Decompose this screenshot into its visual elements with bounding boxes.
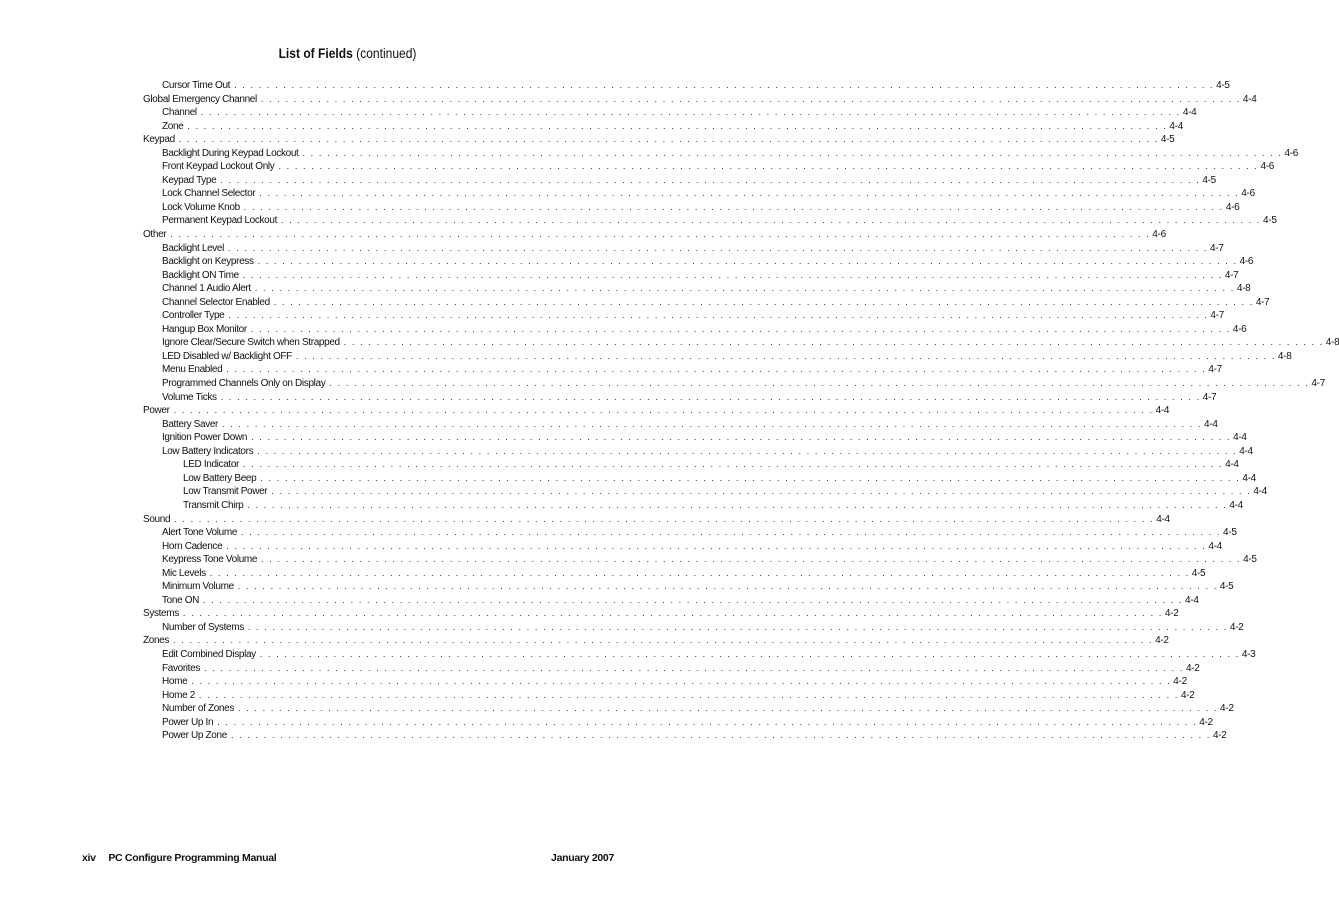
toc-leader-dots: . . . . . . . . . . . . . . . . . . . . . . . . . . . . . . . . . . . . . . . . . . . . . . . . . . . . . . . . . . . . . . . . . . . . . . . . . . . . . . . . . . . . . . . . . . . . . . . . . . . . . . . . . . . . . . . . . . . . . . . . (238, 703, 1219, 714)
toc-entry-page: 4-2 (1199, 716, 1213, 728)
toc-entry (143, 377, 1325, 391)
field-list (143, 79, 1339, 743)
toc-entry-label: Low Battery Indicators (162, 445, 254, 457)
toc-entry (143, 418, 1218, 432)
toc-entry-label: Number of Zones (162, 703, 235, 715)
toc-entry-page: 4-7 (1255, 296, 1270, 308)
toc-entry-page: 4-4 (1204, 418, 1218, 430)
toc-entry-label: Cursor Time Out (162, 80, 231, 91)
toc-entry-label: Other (143, 229, 167, 241)
toc-entry-page: 4-2 (1180, 689, 1195, 701)
toc-leader-dots: . . . . . . . . . . . . . . . . . . . . . . . . . . . . . . . . . . . . . . . . . . . . . . . . . . . . . . . . . . . . . . . . . . . . . . . . . . . . . . . . . . . . . . . . . . . . . . . . . . . . . . . . . . . . . . . . . . . . . . . . (173, 635, 1154, 646)
toc-entry-page: 4-4 (1156, 513, 1170, 525)
toc-entry-label: Lock Volume Knob (162, 201, 240, 213)
toc-entry-label: Low Battery Beep (183, 472, 257, 484)
toc-entry (143, 702, 1234, 716)
toc-entry (143, 567, 1206, 581)
toc-entry-page: 4-2 (1164, 608, 1179, 620)
toc-leader-dots: . . . . . . . . . . . . . . . . . . . . . . . . . . . . . . . . . . . . . . . . . . . . . . . . . . . . . . . . . . . . . . . . . . . . . . . . . . . . . . . . . . . . . . . . . . . . . . . . . . . . . . . . . . . . . . . . . . . . . . . . (247, 621, 1228, 632)
toc-leader-dots: . . . . . . . . . . . . . . . . . . . . . . . . . . . . . . . . . . . . . . . . . . . . . . . . . . . . . . . . . . . . . . . . . . . . . . . . . . . . . . . . . . . . . . . . . . . . . . . . . . . . . . . . . . . . . . . . . . . . . . . . (187, 120, 1168, 131)
toc-entry (143, 458, 1239, 472)
toc-entry (143, 621, 1244, 635)
toc-leader-dots: . . . . . . . . . . . . . . . . . . . . . . . . . . . . . . . . . . . . . . . . . . . . . . . . . . . . . . . . . . . . . . . . . . . . . . . . . . . . . . . . . . . . . . . . . . . . . . . . . . . . . . . . . . . . . . . . . . . . . . . . (251, 432, 1232, 443)
toc-entry-label: Keypad Type (162, 174, 217, 186)
footer-page-number: xiv (82, 852, 96, 864)
toc-entry-label: Low Transmit Power (183, 486, 268, 498)
toc-entry-label: Backlight Level (162, 242, 225, 254)
toc-leader-dots: . . . . . . . . . . . . . . . . . . . . . . . . . . . . . . . . . . . . . . . . . . . . . . . . . . . . . . . . . . . . . . . . . . . . . . . . . . . . . . . . . . . . . . . . . . . . . . . . . . . . . . . . . . . . . . . . . . . . . . . . (198, 689, 1179, 700)
toc-entry (143, 634, 1169, 648)
toc-entry-page: 4-2 (1186, 662, 1200, 674)
toc-entry-label: Front Keypad Lockout Only (162, 161, 275, 173)
toc-leader-dots: . . . . . . . . . . . . . . . . . . . . . . . . . . . . . . . . . . . . . . . . . . . . . . . . . . . . . . . . . . . . . . . . . . . . . . . . . . . . . . . . . . . . . . . . . . . . . . . . . . . . . . . . . . . . . . . . . . . . . . . . (173, 405, 1154, 416)
toc-leader-dots: . . . . . . . . . . . . . . . . . . . . . . . . . . . . . . . . . . . . . . . . . . . . . . . . . . . . . . . . . . . . . . . . . . . . . . . . . . . . . . . . . . . . . . . . . . . . . . . . . . . . . . . . . . . . . . . . . . . . . . . . (295, 350, 1276, 361)
toc-entry-label: Battery Saver (162, 418, 219, 430)
toc-entry-page: 4-5 (1216, 80, 1230, 91)
page-title-continued: (continued) (356, 45, 417, 61)
toc-entry-page: 4-8 (1236, 283, 1251, 295)
toc-entry-label: Sound (143, 513, 171, 525)
toc-leader-dots: . . . . . . . . . . . . . . . . . . . . . . . . . . . . . . . . . . . . . . . . . . . . . . . . . . . . . . . . . . . . . . . . . . . . . . . . . . . . . . . . . . . . . . . . . . . . . . . . . . . . . . . . . . . . . . . . . . . . . . . . (243, 459, 1224, 470)
toc-leader-dots: . . . . . . . . . . . . . . . . . . . . . . . . . . . . . . . . . . . . . . . . . . . . . . . . . . . . . . . . . . . . . . . . . . . . . . . . . . . . . . . . . . . . . . . . . . . . . . . . . . . . . . . . . . . . . . . . . . . . . . . . (242, 269, 1223, 280)
toc-entry (143, 729, 1227, 743)
toc-entry-page: 4-4 (1233, 432, 1247, 444)
page-title-main: List of Fields (278, 45, 353, 61)
toc-entry-page: 4-6 (1241, 188, 1255, 200)
toc-entry-label: Home (162, 676, 188, 688)
toc-entry-page: 4-4 (1242, 93, 1257, 105)
toc-entry-label: Minimum Volume (162, 581, 234, 593)
toc-entry (143, 363, 1222, 377)
toc-entry-label: Power Up In (162, 716, 214, 728)
toc-entry-label: Backlight on Keypress (162, 256, 254, 268)
toc-entry (143, 160, 1275, 174)
toc-entry-page: 4-3 (1241, 648, 1256, 660)
toc-entry-label: Favorites (162, 662, 200, 674)
toc-entry (143, 499, 1243, 513)
toc-entry-page: 4-6 (1239, 256, 1254, 268)
toc-leader-dots: . . . . . . . . . . . . . . . . . . . . . . . . . . . . . . . . . . . . . . . . . . . . . . . . . . . . . . . . . . . . . . . . . . . . . . . . . . . . . . . . . . . . . . . . . . . . . . . . . . . . . . . . . . . . . . . . . . . . . . . . (220, 391, 1201, 402)
toc-leader-dots: . . . . . . . . . . . . . . . . . . . . . . . . . . . . . . . . . . . . . . . . . . . . . . . . . . . . . . . . . . . . . . . . . . . . . . . . . . . . . . . . . . . . . . . . . . . . . . . . . . . . . . . . . . . . . . . . . . . . . . . . (234, 80, 1215, 90)
toc-leader-dots: . . . . . . . . . . . . . . . . . . . . . . . . . . . . . . . . . . . . . . . . . . . . . . . . . . . . . . . . . . . . . . . . . . . . . . . . . . . . . . . . . . . . . . . . . . . . . . . . . . . . . . . . . . . . . . . . . . . . . . . . (243, 201, 1224, 212)
toc-leader-dots: . . . . . . . . . . . . . . . . . . . . . . . . . . . . . . . . . . . . . . . . . . . . . . . . . . . . . . . . . . . . . . . . . . . . . . . . . . . . . . . . . . . . . . . . . . . . . . . . . . . . . . . . . . . . . . . . . . . . . . . . (278, 161, 1259, 172)
toc-leader-dots: . . . . . . . . . . . . . . . . . . . . . . . . . . . . . . . . . . . . . . . . . . . . . . . . . . . . . . . . . . . . . . . . . . . . . . . . . . . . . . . . . . . . . . . . . . . . . . . . . . . . . . . . . . . . . . . . . . . . . . . . (228, 310, 1209, 321)
toc-leader-dots: . . . . . . . . . . . . . . . . . . . . . . . . . . . . . . . . . . . . . . . . . . . . . . . . . . . . . . . . . . . . . . . . . . . . . . . . . . . . . . . . . . . . . . . . . . . . . . . . . . . . . . . . . . . . . . . . . . . . . . . . (257, 445, 1238, 456)
toc-entry-page: 4-4 (1182, 107, 1197, 119)
toc-entry (143, 540, 1222, 554)
toc-entry-page: 4-8 (1277, 350, 1292, 362)
toc-entry-label: Lock Channel Selector (162, 188, 256, 200)
toc-leader-dots: . . . . . . . . . . . . . . . . . . . . . . . . . . . . . . . . . . . . . . . . . . . . . . . . . . . . . . . . . . . . . . . . . . . . . . . . . . . . . . . . . . . . . . . . . . . . . . . . . . . . . . . . . . . . . . . . . . . . . . . . (281, 215, 1262, 226)
toc-entry (143, 553, 1257, 567)
toc-entry-page: 4-7 (1208, 364, 1222, 376)
toc-leader-dots: . . . . . . . . . . . . . . . . . . . . . . . . . . . . . . . . . . . . . . . . . . . . . . . . . . . . . . . . . . . . . . . . . . . . . . . . . . . . . . . . . . . . . . . . . . . . . . . . . . . . . . . . . . . . . . . . . . . . . . . . (191, 676, 1172, 687)
toc-leader-dots: . . . . . . . . . . . . . . . . . . . . . . . . . . . . . . . . . . . . . . . . . . . . . . . . . . . . . . . . . . . . . . . . . . . . . . . . . . . . . . . . . . . . . . . . . . . . . . . . . . . . . . . . . . . . . . . . . . . . . . . . (220, 174, 1201, 185)
toc-entry-page: 4-6 (1260, 161, 1275, 173)
toc-leader-dots: . . . . . . . . . . . . . . . . . . . . . . . . . . . . . . . . . . . . . . . . . . . . . . . . . . . . . . . . . . . . . . . . . . . . . . . . . . . . . . . . . . . . . . . . . . . . . . . . . . . . . . . . . . . . . . . . . . . . . . . . (217, 716, 1198, 727)
toc-leader-dots: . . . . . . . . . . . . . . . . . . . . . . . . . . . . . . . . . . . . . . . . . . . . . . . . . . . . . . . . . . . . . . . . . . . . . . . . . . . . . . . . . . . . . . . . . . . . . . . . . . . . . . . . . . . . . . . . . . . . . . . . (250, 323, 1231, 334)
toc-entry (143, 269, 1239, 283)
toc-leader-dots: . . . . . . . . . . . . . . . . . . . . . . . . . . . . . . . . . . . . . . . . . . . . . . . . . . . . . . . . . . . . . . . . . . . . . . . . . . . . . . . . . . . . . . . . . . . . . . . . . . . . . . . . . . . . . . . . . . . . . . . . (271, 486, 1252, 497)
toc-entry (143, 214, 1277, 228)
toc-entry-label: Channel (162, 107, 197, 119)
toc-entry-label: Edit Combined Display (162, 648, 256, 660)
toc-entry-page: 4-4 (1242, 472, 1256, 484)
toc-entry-page: 4-2 (1155, 635, 1169, 647)
toc-entry-label: Volume Ticks (162, 391, 217, 403)
toc-entry-page: 4-5 (1263, 215, 1277, 227)
toc-entry-page: 4-4 (1208, 540, 1222, 552)
toc-entry-page: 4-5 (1191, 567, 1206, 579)
toc-entry (143, 648, 1256, 662)
toc-entry-label: Backlight ON Time (162, 269, 239, 281)
toc-entry-page: 4-4 (1155, 405, 1170, 417)
toc-entry-label: Ignore Clear/Secure Switch when Strapped (162, 337, 340, 349)
toc-entry (143, 336, 1339, 350)
toc-leader-dots: . . . . . . . . . . . . . . . . . . . . . . . . . . . . . . . . . . . . . . . . . . . . . . . . . . . . . . . . . . . . . . . . . . . . . . . . . . . . . . . . . . . . . . . . . . . . . . . . . . . . . . . . . . . . . . . . . . . . . . . . (178, 134, 1159, 145)
toc-entry (143, 255, 1254, 269)
toc-entry-label: Ignition Power Down (162, 432, 248, 444)
toc-entry-page: 4-2 (1173, 676, 1187, 688)
toc-entry-page: 4-7 (1210, 242, 1224, 254)
toc-entry-label: Transmit Chirp (183, 499, 244, 511)
toc-leader-dots: . . . . . . . . . . . . . . . . . . . . . . . . . . . . . . . . . . . . . . . . . . . . . . . . . . . . . . . . . . . . . . . . . . . . . . . . . . . . . . . . . . . . . . . . . . . . . . . . . . . . . . . . . . . . . . . . . . . . . . . . (200, 107, 1181, 118)
toc-leader-dots: . . . . . . . . . . . . . . . . . . . . . . . . . . . . . . . . . . . . . . . . . . . . . . . . . . . . . . . . . . . . . . . . . . . . . . . . . . . . . . . . . . . . . . . . . . . . . . . . . . . . . . . . . . . . . . . . . . . . . . . . (230, 730, 1211, 741)
toc-entry-label: Zones (143, 635, 170, 647)
toc-entry-page: 4-7 (1311, 378, 1325, 390)
toc-entry (143, 445, 1253, 459)
toc-entry-page: 4-6 (1232, 323, 1247, 335)
toc-leader-dots: . . . . . . . . . . . . . . . . . . . . . . . . . . . . . . . . . . . . . . . . . . . . . . . . . . . . . . . . . . . . . . . . . . . . . . . . . . . . . . . . . . . . . . . . . . . . . . . . . . . . . . . . . . . . . . . . . . . . . . . . (174, 513, 1155, 524)
toc-entry-page: 4-7 (1210, 310, 1224, 322)
toc-entry (143, 580, 1234, 594)
toc-entry-label: Horn Cadence (162, 540, 223, 552)
toc-leader-dots: . . . . . . . . . . . . . . . . . . . . . . . . . . . . . . . . . . . . . . . . . . . . . . . . . . . . . . . . . . . . . . . . . . . . . . . . . . . . . . . . . . . . . . . . . . . . . . . . . . . . . . . . . . . . . . . . . . . . . . . . (222, 418, 1203, 429)
toc-leader-dots: . . . . . . . . . . . . . . . . . . . . . . . . . . . . . . . . . . . . . . . . . . . . . . . . . . . . . . . . . . . . . . . . . . . . . . . . . . . . . . . . . . . . . . . . . . . . . . . . . . . . . . . . . . . . . . . . . . . . . . . . (261, 554, 1242, 565)
toc-entry-label: LED Disabled w/ Backlight OFF (162, 350, 292, 362)
toc-entry (143, 174, 1216, 188)
toc-leader-dots: . . . . . . . . . . . . . . . . . . . . . . . . . . . . . . . . . . . . . . . . . . . . . . . . . . . . . . . . . . . . . . . . . . . . . . . . . . . . . . . . . . . . . . . . . . . . . . . . . . . . . . . . . . . . . . . . . . . . . . . . (237, 581, 1218, 592)
toc-entry (143, 607, 1179, 621)
toc-entry (143, 309, 1224, 323)
toc-leader-dots: . . . . . . . . . . . . . . . . . . . . . . . . . . . . . . . . . . . . . . . . . . . . . . . . . . . . . . . . . . . . . . . . . . . . . . . . . . . . . . . . . . . . . . . . . . . . . . . . . . . . . . . . . . . . . . . . . . . . . . . . (182, 608, 1163, 619)
toc-entry (143, 689, 1195, 703)
toc-entry-page: 4-4 (1169, 120, 1183, 132)
toc-leader-dots: . . . . . . . . . . . . . . . . . . . . . . . . . . . . . . . . . . . . . . . . . . . . . . . . . . . . . . . . . . . . . . . . . . . . . . . . . . . . . . . . . . . . . . . . . . . . . . . . . . . . . . . . . . . . . . . . . . . . . . . . (343, 337, 1324, 348)
toc-entry-page: 4-6 (1152, 229, 1166, 241)
toc-entry (143, 323, 1247, 337)
toc-leader-dots: . . . . . . . . . . . . . . . . . . . . . . . . . . . . . . . . . . . . . . . . . . . . . . . . . . . . . . . . . . . . . . . . . . . . . . . . . . . . . . . . . . . . . . . . . . . . . . . . . . . . . . . . . . . . . . . . . . . . . . . . (302, 147, 1283, 158)
footer-manual-title: PC Configure Programming Manual (108, 852, 277, 864)
toc-entry-page: 4-5 (1219, 581, 1234, 593)
toc-leader-dots: . . . . . . . . . . . . . . . . . . . . . . . . . . . . . . . . . . . . . . . . . . . . . . . . . . . . . . . . . . . . . . . . . . . . . . . . . . . . . . . . . . . . . . . . . . . . . . . . . . . . . . . . . . . . . . . . . . . . . . . . (203, 594, 1184, 605)
toc-entry (143, 391, 1217, 405)
toc-entry-label: Power (143, 405, 170, 417)
toc-entry (143, 472, 1256, 486)
toc-entry-page: 4-5 (1202, 174, 1216, 186)
toc-entry (143, 106, 1197, 120)
toc-entry (143, 675, 1187, 689)
toc-entry-label: Channel 1 Audio Alert (162, 283, 251, 295)
toc-entry-page: 4-4 (1239, 445, 1253, 457)
toc-entry (143, 485, 1267, 499)
toc-entry (143, 79, 1230, 93)
toc-entry (143, 594, 1199, 608)
toc-entry-page: 4-2 (1212, 730, 1227, 742)
toc-leader-dots: . . . . . . . . . . . . . . . . . . . . . . . . . . . . . . . . . . . . . . . . . . . . . . . . . . . . . . . . . . . . . . . . . . . . . . . . . . . . . . . . . . . . . . . . . . . . . . . . . . . . . . . . . . . . . . . . . . . . . . . . (247, 499, 1228, 510)
toc-entry-page: 4-7 (1202, 391, 1217, 403)
toc-entry-label: Channel Selector Enabled (162, 296, 270, 308)
toc-entry (143, 350, 1292, 364)
toc-entry (143, 147, 1299, 161)
toc-entry (143, 296, 1270, 310)
toc-entry-label: Keypress Tone Volume (162, 554, 258, 566)
toc-entry-page: 4-4 (1229, 499, 1243, 511)
toc-entry-label: LED Indicator (183, 459, 240, 471)
toc-entry-page: 4-2 (1229, 621, 1244, 633)
toc-entry-label: Backlight During Keypad Lockout (162, 147, 299, 159)
toc-leader-dots: . . . . . . . . . . . . . . . . . . . . . . . . . . . . . . . . . . . . . . . . . . . . . . . . . . . . . . . . . . . . . . . . . . . . . . . . . . . . . . . . . . . . . . . . . . . . . . . . . . . . . . . . . . . . . . . . . . . . . . . . (203, 662, 1184, 673)
toc-entry (143, 93, 1257, 107)
toc-entry-page: 4-5 (1223, 527, 1237, 539)
toc-entry (143, 133, 1175, 147)
toc-entry-label: Global Emergency Channel (143, 93, 257, 105)
toc-entry (143, 201, 1240, 215)
toc-leader-dots: . . . . . . . . . . . . . . . . . . . . . . . . . . . . . . . . . . . . . . . . . . . . . . . . . . . . . . . . . . . . . . . . . . . . . . . . . . . . . . . . . . . . . . . . . . . . . . . . . . . . . . . . . . . . . . . . . . . . . . . . (241, 527, 1222, 538)
page-title (49, 44, 647, 62)
toc-entry-label: Zone (162, 120, 184, 132)
toc-entry (143, 187, 1255, 201)
toc-entry-label: Menu Enabled (162, 364, 223, 376)
toc-leader-dots: . . . . . . . . . . . . . . . . . . . . . . . . . . . . . . . . . . . . . . . . . . . . . . . . . . . . . . . . . . . . . . . . . . . . . . . . . . . . . . . . . . . . . . . . . . . . . . . . . . . . . . . . . . . . . . . . . . . . . . . . (260, 93, 1241, 104)
toc-leader-dots: . . . . . . . . . . . . . . . . . . . . . . . . . . . . . . . . . . . . . . . . . . . . . . . . . . . . . . . . . . . . . . . . . . . . . . . . . . . . . . . . . . . . . . . . . . . . . . . . . . . . . . . . . . . . . . . . . . . . . . . . (273, 296, 1254, 307)
toc-leader-dots: . . . . . . . . . . . . . . . . . . . . . . . . . . . . . . . . . . . . . . . . . . . . . . . . . . . . . . . . . . . . . . . . . . . . . . . . . . . . . . . . . . . . . . . . . . . . . . . . . . . . . . . . . . . . . . . . . . . . . . . . (259, 188, 1240, 199)
toc-entry-label: Alert Tone Volume (162, 527, 238, 539)
toc-entry-label: Systems (143, 608, 179, 620)
toc-entry-page: 4-5 (1243, 554, 1257, 566)
toc-entry (143, 431, 1247, 445)
toc-entry-page: 4-8 (1325, 337, 1339, 349)
toc-entry (143, 242, 1224, 256)
toc-leader-dots: . . . . . . . . . . . . . . . . . . . . . . . . . . . . . . . . . . . . . . . . . . . . . . . . . . . . . . . . . . . . . . . . . . . . . . . . . . . . . . . . . . . . . . . . . . . . . . . . . . . . . . . . . . . . . . . . . . . . . . . . (209, 567, 1190, 578)
toc-entry (143, 282, 1251, 296)
toc-entry-label: Tone ON (162, 594, 200, 606)
toc-entry-page: 4-6 (1225, 201, 1240, 213)
toc-leader-dots: . . . . . . . . . . . . . . . . . . . . . . . . . . . . . . . . . . . . . . . . . . . . . . . . . . . . . . . . . . . . . . . . . . . . . . . . . . . . . . . . . . . . . . . . . . . . . . . . . . . . . . . . . . . . . . . . . . . . . . . . (226, 540, 1207, 551)
toc-entry-page: 4-5 (1160, 134, 1175, 146)
toc-entry (143, 513, 1170, 527)
toc-entry-page: 4-4 (1185, 594, 1199, 606)
toc-entry-page: 4-2 (1220, 703, 1234, 715)
toc-leader-dots: . . . . . . . . . . . . . . . . . . . . . . . . . . . . . . . . . . . . . . . . . . . . . . . . . . . . . . . . . . . . . . . . . . . . . . . . . . . . . . . . . . . . . . . . . . . . . . . . . . . . . . . . . . . . . . . . . . . . . . . . (329, 378, 1310, 389)
toc-entry-page: 4-4 (1225, 459, 1239, 471)
toc-entry-label: Permanent Keypad Lockout (162, 215, 278, 227)
toc-entry-label: Hangup Box Monitor (162, 323, 247, 335)
toc-entry-page: 4-4 (1253, 486, 1267, 498)
toc-leader-dots: . . . . . . . . . . . . . . . . . . . . . . . . . . . . . . . . . . . . . . . . . . . . . . . . . . . . . . . . . . . . . . . . . . . . . . . . . . . . . . . . . . . . . . . . . . . . . . . . . . . . . . . . . . . . . . . . . . . . . . . . (228, 242, 1209, 253)
toc-entry-page: 4-6 (1284, 147, 1299, 159)
toc-entry (143, 120, 1183, 134)
toc-entry-label: Keypad (143, 134, 175, 146)
toc-entry-label: Power Up Zone (162, 730, 227, 742)
toc-entry-label: Number of Systems (162, 621, 244, 633)
footer-date: January 2007 (551, 852, 614, 864)
toc-leader-dots: . . . . . . . . . . . . . . . . . . . . . . . . . . . . . . . . . . . . . . . . . . . . . . . . . . . . . . . . . . . . . . . . . . . . . . . . . . . . . . . . . . . . . . . . . . . . . . . . . . . . . . . . . . . . . . . . . . . . . . . . (254, 283, 1235, 294)
toc-entry-label: Controller Type (162, 310, 225, 322)
toc-leader-dots: . . . . . . . . . . . . . . . . . . . . . . . . . . . . . . . . . . . . . . . . . . . . . . . . . . . . . . . . . . . . . . . . . . . . . . . . . . . . . . . . . . . . . . . . . . . . . . . . . . . . . . . . . . . . . . . . . . . . . . . . (260, 472, 1241, 483)
toc-entry (143, 228, 1166, 242)
toc-entry-label: Mic Levels (162, 567, 206, 579)
toc-leader-dots: . . . . . . . . . . . . . . . . . . . . . . . . . . . . . . . . . . . . . . . . . . . . . . . . . . . . . . . . . . . . . . . . . . . . . . . . . . . . . . . . . . . . . . . . . . . . . . . . . . . . . . . . . . . . . . . . . . . . . . . . (259, 648, 1240, 659)
toc-leader-dots: . . . . . . . . . . . . . . . . . . . . . . . . . . . . . . . . . . . . . . . . . . . . . . . . . . . . . . . . . . . . . . . . . . . . . . . . . . . . . . . . . . . . . . . . . . . . . . . . . . . . . . . . . . . . . . . . . . . . . . . . (170, 229, 1151, 240)
toc-leader-dots: . . . . . . . . . . . . . . . . . . . . . . . . . . . . . . . . . . . . . . . . . . . . . . . . . . . . . . . . . . . . . . . . . . . . . . . . . . . . . . . . . . . . . . . . . . . . . . . . . . . . . . . . . . . . . . . . . . . . . . . . (257, 256, 1238, 267)
toc-entry-page: 4-7 (1224, 269, 1239, 281)
toc-entry (143, 662, 1200, 676)
toc-entry (143, 716, 1213, 730)
toc-leader-dots: . . . . . . . . . . . . . . . . . . . . . . . . . . . . . . . . . . . . . . . . . . . . . . . . . . . . . . . . . . . . . . . . . . . . . . . . . . . . . . . . . . . . . . . . . . . . . . . . . . . . . . . . . . . . . . . . . . . . . . . . (226, 364, 1207, 375)
toc-entry-label: Home 2 (162, 689, 195, 701)
toc-entry (143, 404, 1170, 418)
toc-entry (143, 526, 1237, 540)
footer-left (82, 851, 276, 865)
toc-entry-label: Programmed Channels Only on Display (162, 378, 326, 390)
